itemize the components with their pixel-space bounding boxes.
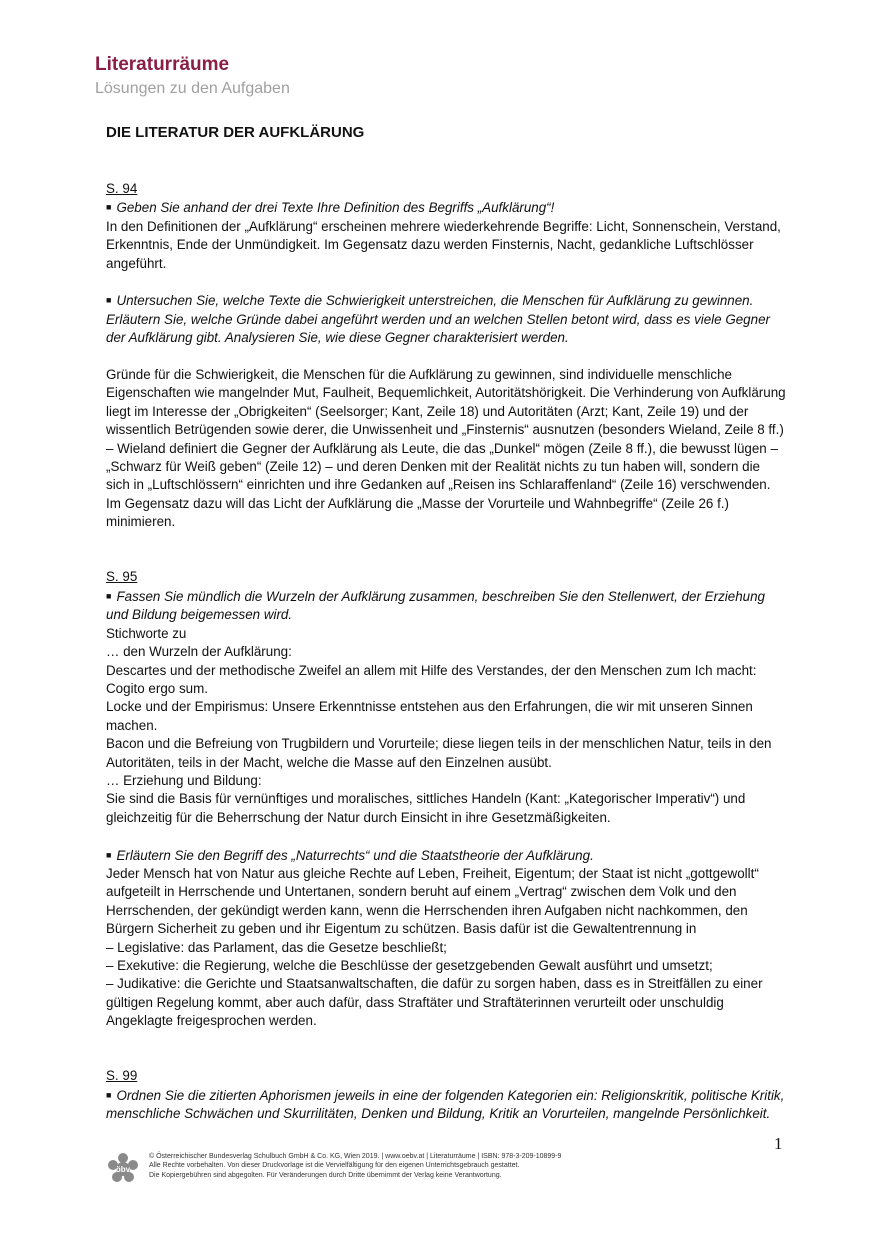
page-number: 1 (774, 1134, 783, 1153)
task-item (106, 1086, 786, 1124)
bullet-icon: ■ (106, 1089, 112, 1100)
brand-subtitle: Lösungen zu den Aufgaben (95, 80, 290, 97)
task-item (106, 291, 786, 347)
document-content (106, 180, 786, 1124)
answer-line: Bacon und die Befreiung von Trugbildern und Vorurteile; diese liegen teils in der menschlichen Natur, teils in den Autoritäten, teils in der Macht, welche die Masse auf den Einzelnen ausübt. (106, 736, 772, 770)
section-s99 (106, 1067, 786, 1123)
footer (106, 1152, 746, 1192)
task-text: Geben Sie anhand der drei Texte Ihre Definition des Begriffs „Aufklärung“! (116, 200, 555, 216)
section-s95 (106, 568, 786, 1030)
document-title: DIE LITERATUR DER AUFKLÄRUNG (106, 124, 365, 141)
answer-line: Jeder Mensch hat von Natur aus gleiche Rechte auf Leben, Freiheit, Eigentum; der Staat ist nicht „gottgewollt“ aufgeteilt in Herrschende und Untertanen, sondern beruht auf einem „Vertrag“ zwischen dem Volk und den Herrschenden, der gekündigt werden kann, wenn die Herrschenden ihren Aufgaben nicht nachkommen, den Bürgern Sicherheit zu geben und ihr Eigentum zu schützen. Basis dafür ist die Gewaltentrennung in (106, 865, 759, 937)
footer-line: Alle Rechte vorbehalten. Von dieser Druckvorlage ist die Vervielfältigung für den eigenen Unterrichtsgebrauch gestattet. (149, 1162, 520, 1170)
answer-line: Locke und der Empirismus: Unsere Erkenntnisse entstehen aus den Erfahrungen, die wir mit unseren Sinnen machen. (106, 699, 753, 733)
answer-line: Sie sind die Basis für vernünftiges und moralisches, sittliches Handeln (Kant: „Kategorischer Imperativ“) und gleichzeitig für die Beherrschung der Natur durch Einsicht in ihre Gesetzmäßigkeiten. (106, 791, 746, 825)
publisher-logo-text: öbv (115, 1165, 131, 1174)
page-reference: S. 99 (106, 1068, 138, 1084)
task-item (106, 198, 786, 217)
bullet-icon: ■ (106, 849, 112, 860)
answer-line: – Exekutive: die Regierung, welche die Beschlüsse der gesetzgebenden Gewalt ausführt und umsetzt; (106, 958, 713, 973)
answer-paragraph: In den Definitionen der „Aufklärung“ erscheinen mehrere wiederkehrende Begriffe: Licht, Sonnenschein, Verstand, Erkenntnis, Ende der Unmündigkeit. Im Gegensatz dazu werden Finsternis, Nacht, gedankliche Luftschlösser angeführt. (106, 218, 781, 271)
answer-line: … Erziehung und Bildung: (106, 772, 262, 788)
answer-line: Descartes und der methodische Zweifel an allem mit Hilfe des Verstandes, der den Menschen zum Ich macht: Cogito ergo sum. (106, 662, 757, 696)
answer-paragraph: Gründe für die Schwierigkeit, die Menschen für die Aufklärung zu gewinnen, sind individuelle menschliche Eigenschaften wie mangelnder Mut, Faulheit, Bequemlichkeit, Autoritätshörigkeit. Die Verhinderung von Aufklärung liegt im Interesse der „Obrigkeiten“ (Seelsorger; Kant, Zeile 18) und Autoritäten (Arzt; Kant, Zeile 19) und der wissentlich Betrügenden sowie derer, die Unwissenheit und „Finsternis“ ausnutzen (besonders Wieland, Zeile 8 ff.) – Wieland definiert die Gegner der Aufklärung als Leute, die das „Dunkel“ mögen (Zeile 8 ff.), die bewusst lügen – „Schwarz für Weiß geben“ (Zeile 12) – und deren Denken mit der Realität nichts zu tun haben will, sondern die sich in „Luftschlössern“ einrichten und ihre Gedanken auf „Reisen ins Schlaraffenland“ (Zeile 16) verschwenden. Im Gegensatz dazu will das Licht der Aufklärung die „Masse der Vorurteile und Wahnbegriffe“ (Zeile 26 f.) minimieren. (106, 367, 786, 530)
answer-line: Stichworte zu (106, 625, 187, 641)
publisher-logo (106, 1152, 140, 1186)
page-reference: S. 95 (106, 569, 138, 585)
task-text: Ordnen Sie die zitierten Aphorismen jeweils in eine der folgenden Kategorien ein: Religionskritik, politische Kritik, menschliche Schwächen und Skurrilitäten, Denken und Bildung, Kritik an Vorurteilen, mangelnde Persönlichkeit. (106, 1087, 785, 1122)
task-item (106, 846, 786, 865)
task-text: Fassen Sie mündlich die Wurzeln der Aufklärung zusammen, beschreiben Sie den Stellenwert, der Erziehung und Bildung beigemessen wird. (106, 588, 765, 623)
bullet-icon: ■ (106, 295, 112, 306)
task-text: Untersuchen Sie, welche Texte die Schwierigkeit unterstreichen, die Menschen für Aufklärung zu gewinnen. Erläutern Sie, welche Gründe dabei angeführt werden und an welchen Stellen betont wird, dass es viele Gegner der Aufklärung gibt. Analysieren Sie, wie diese Gegner charakterisiert werden. (106, 293, 770, 346)
page-reference: S. 94 (106, 181, 138, 196)
footer-line: © Österreichischer Bundesverlag Schulbuch GmbH & Co. KG, Wien 2019. | www.oebv.at | Literaturräume | ISBN: 978-3-209-10899-9 (149, 1153, 562, 1160)
footer-line: Die Kopiergebühren sind abgegolten. Für Veränderungen durch Dritte übernimmt der Verlag keine Verantwortung. (149, 1171, 502, 1179)
brand-title: Literaturräume (95, 54, 230, 75)
bullet-icon: ■ (106, 590, 112, 601)
section-s94 (106, 180, 786, 532)
answer-line: … den Wurzeln der Aufklärung: (106, 644, 292, 660)
answer-line: – Judikative: die Gerichte und Staatsanwaltschaften, die dafür zu sorgen haben, dass es in Streitfällen zu einer gültigen Regelung kommt, aber auch dafür, dass Straftäter und Straftäterinnen verurteilt oder unschuldig Angeklagte freigesprochen werden. (106, 976, 763, 1029)
task-item (106, 587, 786, 625)
task-text: Erläutern Sie den Begriff des „Naturrechts“ und die Staatstheorie der Aufklärung. (116, 847, 594, 863)
bullet-icon: ■ (106, 202, 112, 213)
answer-line: – Legislative: das Parlament, das die Gesetze beschließt; (106, 939, 447, 955)
footer-text (149, 1152, 561, 1180)
